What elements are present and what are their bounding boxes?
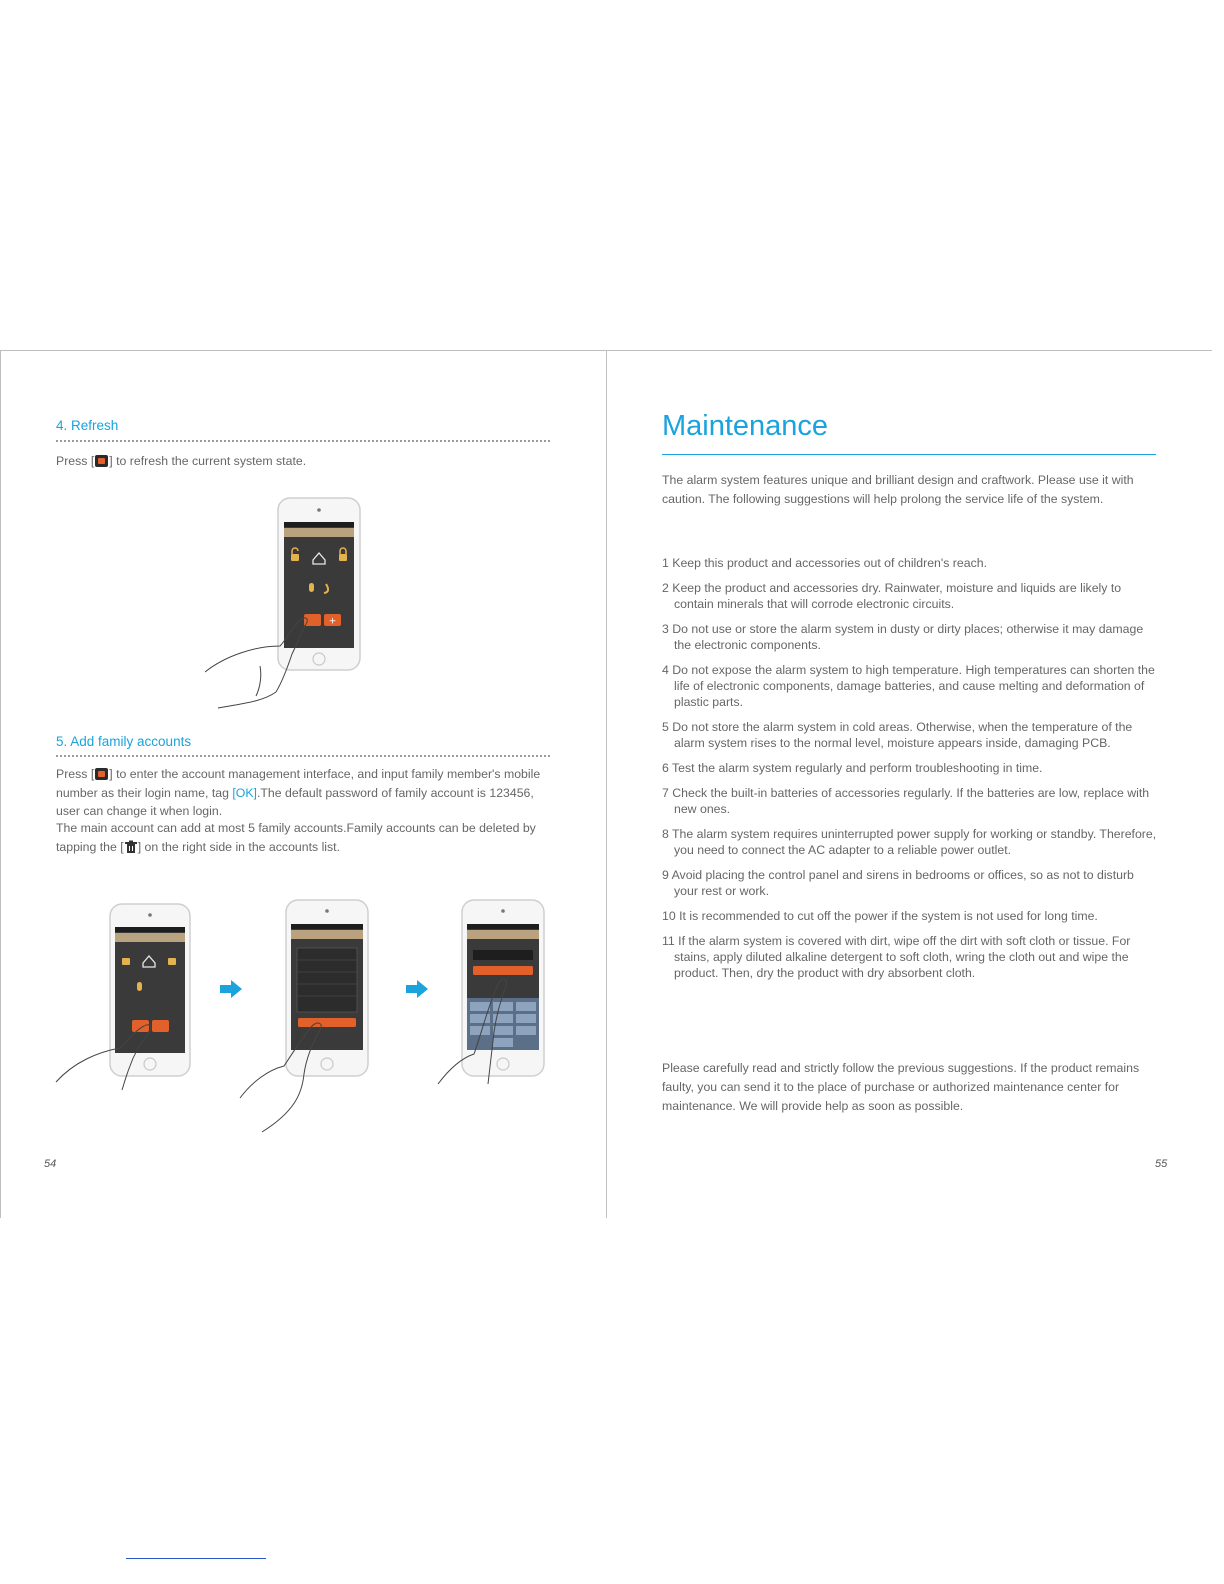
ok-tag: [OK] bbox=[232, 785, 257, 800]
dotted-divider bbox=[56, 440, 550, 442]
maintenance-tips-list bbox=[662, 555, 1158, 990]
phone-keypad-illustration bbox=[436, 898, 550, 1088]
page-gutter bbox=[606, 350, 607, 1218]
arrow-right-icon bbox=[406, 980, 428, 998]
page-number-left: 54 bbox=[44, 1158, 57, 1170]
maintenance-intro: The alarm system features unique and brilliant design and craftwork. Please use it with caution. The following suggestions will help prolong the service life of the system. bbox=[662, 473, 1134, 506]
list-item: 3 Do not use or store the alarm system in dusty or dirty places; otherwise it may damage the electronic components. bbox=[662, 622, 1144, 652]
maintenance-closing-note: Please carefully read and strictly follow the previous suggestions. If the product remains faulty, you can send it to the place of purchase or authorized maintenance center for maintenance. We will provide help as soon as possible. bbox=[662, 1061, 1140, 1113]
section-refresh-title: 4. Refresh bbox=[56, 418, 119, 433]
list-item: 7 Check the built-in batteries of accessories regularly. If the batteries are low, replace with new ones. bbox=[662, 786, 1150, 816]
family-accounts-delete-note: The main account can add at most 5 family accounts.Family accounts can be deleted by tapping the [ ] on the right side in the accounts list. bbox=[56, 821, 536, 854]
refresh-instruction: Press [ ] to refresh the current system state. bbox=[56, 454, 307, 468]
refresh-button-icon bbox=[95, 455, 108, 467]
page-number-right: 55 bbox=[1155, 1158, 1168, 1170]
trash-icon bbox=[124, 840, 138, 854]
phone-main-menu-illustration bbox=[54, 902, 194, 1092]
list-item: 6 Test the alarm system regularly and perform troubleshooting in time. bbox=[662, 761, 1043, 775]
phone-accounts-list-illustration bbox=[232, 898, 372, 1134]
maintenance-title: Maintenance bbox=[662, 410, 829, 442]
title-underline bbox=[662, 454, 1156, 455]
list-item: 5 Do not store the alarm system in cold areas. Otherwise, when the temperature of the alarm system rises to the normal level, moisture appears inside, damaging PCB. bbox=[662, 720, 1133, 750]
list-item: 4 Do not expose the alarm system to high temperature. High temperatures can shorten the life of electronic components, damage batteries, and cause melting and deformation of plastic parts. bbox=[662, 663, 1155, 709]
section-family-accounts-title: 5. Add family accounts bbox=[56, 734, 192, 749]
phone-refresh-illustration bbox=[200, 496, 370, 710]
list-item: 2 Keep the product and accessories dry. Rainwater, moisture and liquids are likely to contain minerals that will corrode electronic circuits. bbox=[662, 581, 1122, 611]
list-item: 11 If the alarm system is covered with dirt, wipe off the dirt with soft cloth or tissue. For stains, apply diluted alkaline detergent to soft cloth, wring the cloth out and wipe the product. Then, dry the product with dry absorbent cloth. bbox=[662, 934, 1131, 980]
dotted-divider bbox=[56, 755, 550, 757]
list-item: 9 Avoid placing the control panel and sirens in bedrooms or offices, so as not to disturb your rest or work. bbox=[662, 868, 1134, 898]
bottom-underline-mark bbox=[126, 1558, 266, 1559]
list-item: 8 The alarm system requires uninterrupted power supply for working or standby. Therefore, you need to connect the AC adapter to a reliable power outlet. bbox=[662, 827, 1157, 857]
list-item: 10 It is recommended to cut off the power if the system is not used for long time. bbox=[662, 909, 1098, 923]
accounts-button-icon bbox=[95, 768, 108, 780]
svg-text:+: + bbox=[328, 616, 337, 627]
list-item: 1 Keep this product and accessories out of children's reach. bbox=[662, 556, 987, 570]
left-page-edge bbox=[0, 350, 1, 1218]
family-accounts-instruction: Press [ ] to enter the account management interface, and input family member's mobile number as their login name, tag [OK].The default password of family account is 123456, user can change it when login. bbox=[56, 767, 541, 818]
